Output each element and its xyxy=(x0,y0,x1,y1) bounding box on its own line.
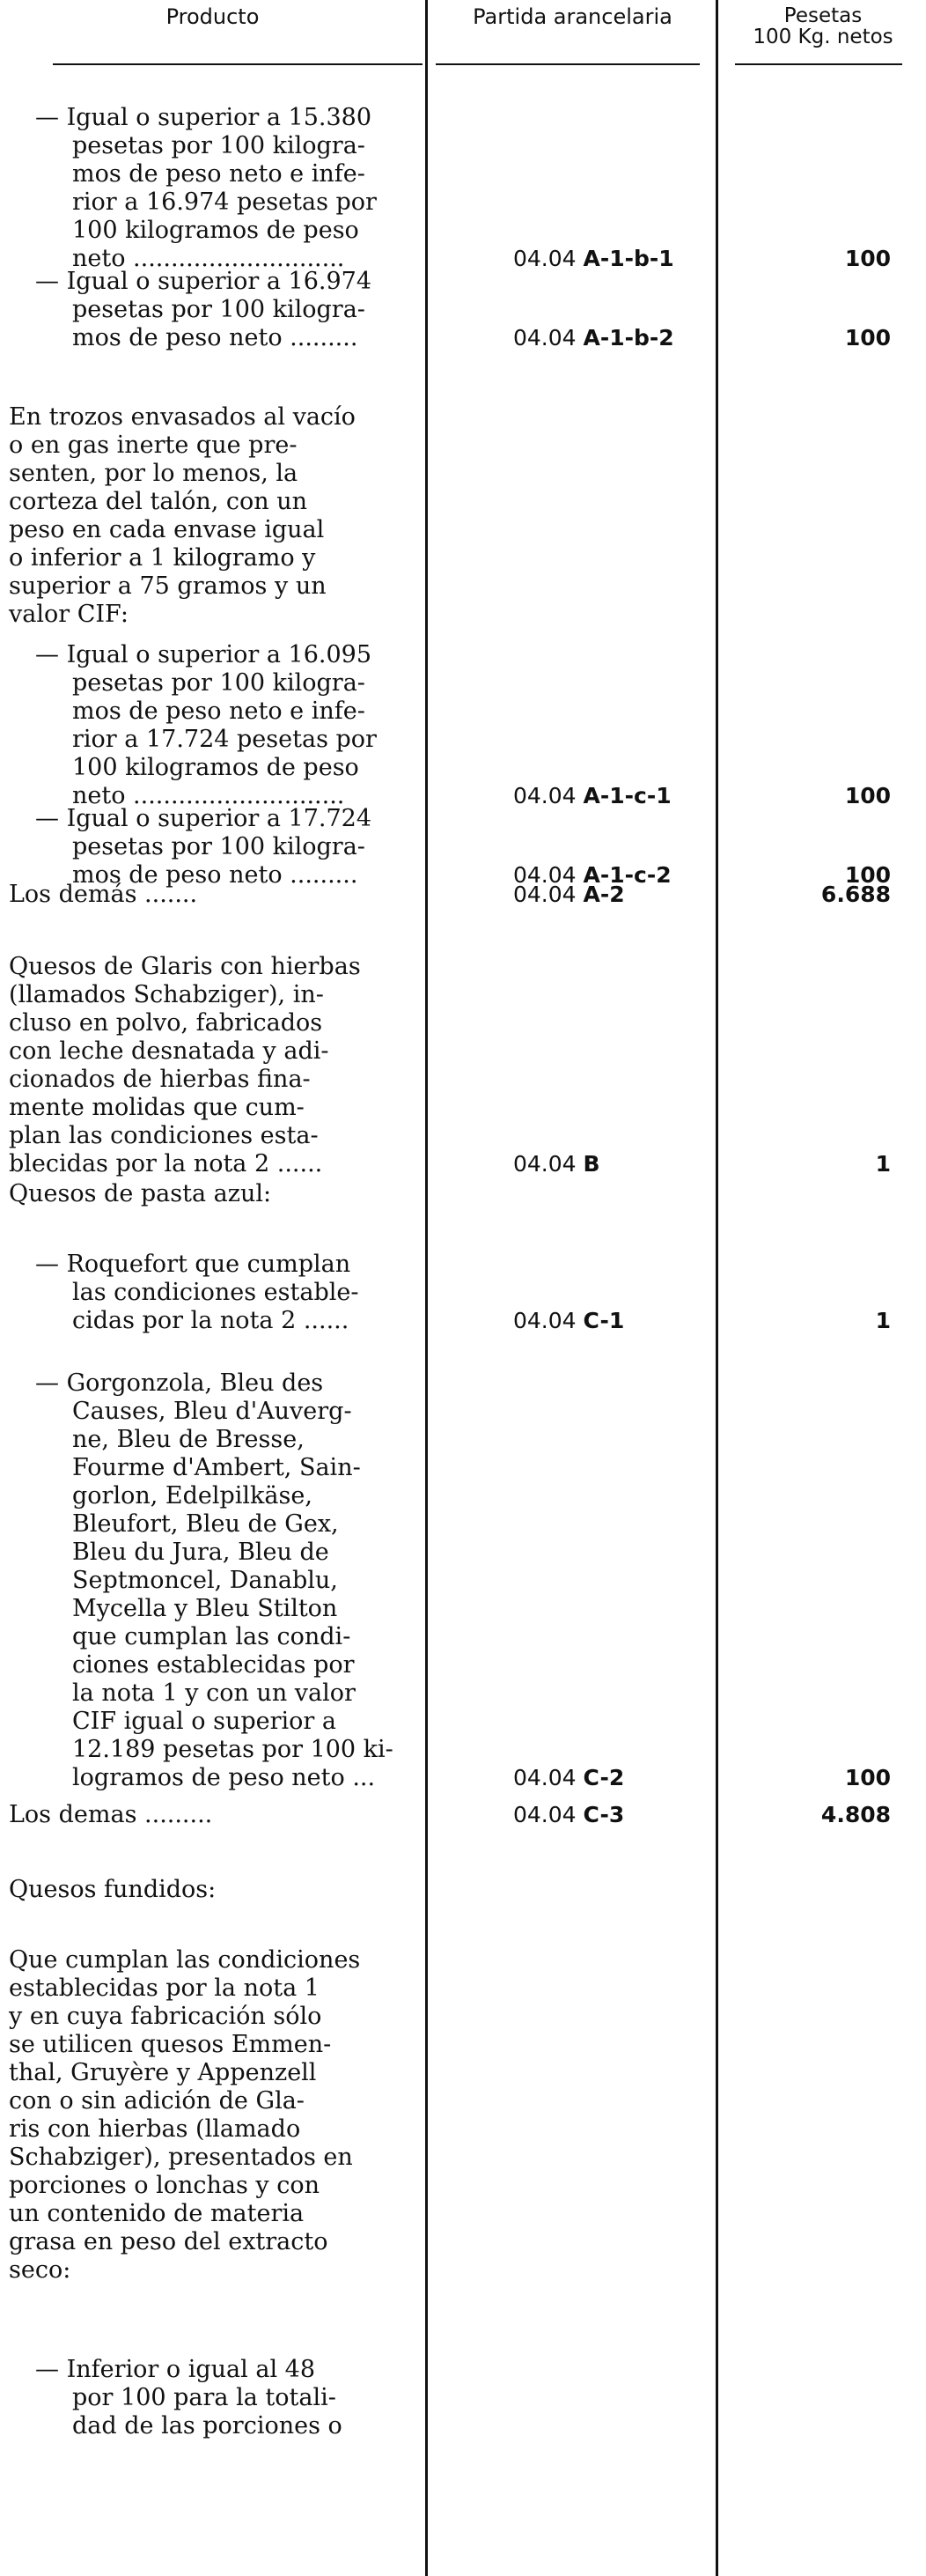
table-row-producto xyxy=(9,953,418,1178)
column-divider-right xyxy=(716,0,718,2576)
producto-line: senten, por lo menos, la xyxy=(9,460,298,487)
producto-line: grasa en peso del extracto xyxy=(9,2228,328,2255)
producto-line: ris con hierbas (llamado xyxy=(9,2115,301,2143)
table-row-producto xyxy=(35,104,423,273)
producto-line: pesetas por 100 kilogra- xyxy=(72,833,365,860)
producto-line: rior a 16.974 pesetas por xyxy=(72,188,377,216)
pesetas-cell: 1 xyxy=(875,1308,891,1333)
producto-line: pesetas por 100 kilogra- xyxy=(72,669,365,697)
partida-cell xyxy=(513,324,674,352)
producto-line: 100 kilogramos de peso xyxy=(72,754,359,781)
producto-line: Quesos fundidos: xyxy=(9,1876,217,1903)
table-row-producto xyxy=(35,268,423,352)
producto-line: mos de peso neto ......... xyxy=(72,324,358,351)
table-row-producto xyxy=(9,1946,418,2284)
producto-line: mos de peso neto ......... xyxy=(72,861,358,889)
pesetas-cell: 100 xyxy=(844,1765,891,1790)
producto-line: peso en cada envase igual xyxy=(9,516,325,543)
pesetas-cell: 100 xyxy=(844,862,891,888)
producto-line: pesetas por 100 kilogra- xyxy=(72,132,365,159)
pesetas-cell: 100 xyxy=(844,783,891,808)
producto-line: se utilicen quesos Emmen- xyxy=(9,2031,332,2058)
producto-line: blecidas por la nota 2 ...... xyxy=(9,1150,323,1177)
table-row-producto xyxy=(35,1369,423,1792)
partida-subheading: A-2 xyxy=(583,882,625,907)
producto-line: valor CIF: xyxy=(9,601,129,628)
partida-code: 04.04 xyxy=(513,862,584,888)
partida-subheading: A-1-b-2 xyxy=(583,325,674,351)
producto-line: neto ............................ xyxy=(72,782,345,809)
producto-line: un contenido de materia xyxy=(9,2200,305,2227)
pesetas-cell: 6.688 xyxy=(820,882,891,907)
producto-line: gorlon, Edelpilkäse, xyxy=(72,1482,312,1509)
producto-line: plan las condiciones esta- xyxy=(9,1122,319,1149)
producto-line: — Igual o superior a 17.724 xyxy=(35,805,372,832)
producto-line: Quesos de pasta azul: xyxy=(9,1180,272,1207)
column-header-partida: Partida arancelaria xyxy=(473,4,672,29)
producto-line: (llamados Schabziger), in- xyxy=(9,981,324,1008)
table-row-producto xyxy=(9,1876,418,1904)
producto-line: Septmoncel, Danablu, xyxy=(72,1567,338,1594)
producto-line: rior a 17.724 pesetas por xyxy=(72,726,377,753)
table-row-producto xyxy=(9,881,418,909)
producto-line: Mycella y Bleu Stilton xyxy=(72,1595,338,1622)
producto-line: superior a 75 gramos y un xyxy=(9,572,327,600)
pesetas-cell: 100 xyxy=(844,325,891,351)
producto-line: ciones establecidas por xyxy=(72,1651,355,1679)
partida-subheading: C-1 xyxy=(583,1308,625,1333)
producto-line: dad de las porciones o xyxy=(72,2412,342,2439)
producto-line: Quesos de Glaris con hierbas xyxy=(9,953,361,980)
partida-cell xyxy=(513,782,672,810)
table-row-producto xyxy=(35,805,423,889)
partida-cell xyxy=(513,1764,624,1792)
producto-line: Bleufort, Bleu de Gex, xyxy=(72,1510,339,1538)
producto-line: las condiciones estable- xyxy=(72,1279,359,1306)
header-rule-partida xyxy=(436,63,700,65)
producto-line: establecidas por la nota 1 xyxy=(9,1974,320,2002)
partida-cell xyxy=(513,1150,600,1178)
column-header-pesetas-line2: 100 Kg. netos xyxy=(753,26,893,48)
producto-line: pesetas por 100 kilogra- xyxy=(72,296,365,323)
partida-cell xyxy=(513,1307,624,1335)
partida-subheading: A-1-c-2 xyxy=(583,862,672,888)
producto-line: — Igual o superior a 15.380 xyxy=(35,104,372,131)
producto-line: o inferior a 1 kilogramo y xyxy=(9,544,316,572)
producto-line: Causes, Bleu d'Auverg- xyxy=(72,1398,352,1425)
producto-line: — Gorgonzola, Bleu des xyxy=(35,1369,324,1397)
partida-cell xyxy=(513,881,625,909)
partida-code: 04.04 xyxy=(513,1802,584,1827)
partida-cell xyxy=(513,245,674,273)
producto-line: neto ............................ xyxy=(72,245,345,272)
partida-subheading: A-1-c-1 xyxy=(583,783,672,808)
producto-line: Los demás ....... xyxy=(9,881,198,908)
producto-line: porciones o lonchas y con xyxy=(9,2172,320,2199)
column-divider-left xyxy=(425,0,428,2576)
partida-code: 04.04 xyxy=(513,882,584,907)
column-header-producto: Producto xyxy=(165,4,260,29)
producto-line: Bleu du Jura, Bleu de xyxy=(72,1539,329,1566)
header-rule-pesetas xyxy=(735,63,902,65)
producto-line: Los demas ......... xyxy=(9,1801,213,1828)
table-row-producto xyxy=(9,1801,418,1829)
producto-line: cidas por la nota 2 ...... xyxy=(72,1307,349,1334)
producto-line: thal, Gruyère y Appenzell xyxy=(9,2059,317,2086)
partida-code: 04.04 xyxy=(513,246,584,271)
producto-line: que cumplan las condi- xyxy=(72,1623,351,1650)
producto-line: — Inferior o igual al 48 xyxy=(35,2356,316,2383)
producto-line: mos de peso neto e infe- xyxy=(72,698,365,725)
partida-code: 04.04 xyxy=(513,325,584,351)
table-row-producto xyxy=(9,403,418,629)
producto-line: 100 kilogramos de peso xyxy=(72,217,359,244)
partida-code: 04.04 xyxy=(513,1765,584,1790)
producto-line: ne, Bleu de Bresse, xyxy=(72,1426,305,1453)
producto-line: — Roquefort que cumplan xyxy=(35,1251,351,1278)
partida-subheading: A-1-b-1 xyxy=(583,246,674,271)
producto-line: o en gas inerte que pre- xyxy=(9,432,298,459)
table-row-producto xyxy=(35,641,423,810)
partida-subheading: C-3 xyxy=(583,1802,625,1827)
table-row-producto xyxy=(35,2356,423,2440)
producto-line: con o sin adición de Gla- xyxy=(9,2087,305,2115)
producto-line: Schabziger), presentados en xyxy=(9,2144,353,2171)
producto-line: Que cumplan las condiciones xyxy=(9,1946,361,1974)
column-header-pesetas xyxy=(720,5,926,48)
partida-code: 04.04 xyxy=(513,783,584,808)
producto-line: mente molidas que cum- xyxy=(9,1094,305,1121)
pesetas-cell: 4.808 xyxy=(820,1802,891,1827)
column-header-pesetas-line1: Pesetas xyxy=(783,4,863,27)
producto-line: corteza del talón, con un xyxy=(9,488,308,515)
partida-subheading: B xyxy=(583,1151,600,1177)
producto-line: Fourme d'Ambert, Sain- xyxy=(72,1454,361,1481)
producto-line: la nota 1 y con un valor xyxy=(72,1679,356,1707)
pesetas-cell: 1 xyxy=(875,1151,891,1177)
partida-subheading: C-2 xyxy=(583,1765,625,1790)
producto-line: CIF igual o superior a xyxy=(72,1708,336,1735)
producto-line: y en cuya fabricación sólo xyxy=(9,2003,322,2030)
partida-code: 04.04 xyxy=(513,1308,584,1333)
table-row-producto xyxy=(9,1180,418,1208)
header-rule-producto xyxy=(53,63,423,65)
producto-line: por 100 para la totali- xyxy=(72,2384,336,2411)
producto-line: — Igual o superior a 16.974 xyxy=(35,268,372,295)
producto-line: con leche desnatada y adi- xyxy=(9,1037,329,1065)
partida-code: 04.04 xyxy=(513,1151,584,1177)
producto-line: mos de peso neto e infe- xyxy=(72,160,365,188)
producto-line: cluso en polvo, fabricados xyxy=(9,1009,323,1037)
partida-cell xyxy=(513,1801,624,1829)
producto-line: cionados de hierbas fina- xyxy=(9,1066,311,1093)
producto-line: logramos de peso neto ... xyxy=(72,1764,376,1791)
producto-line: 12.189 pesetas por 100 ki- xyxy=(72,1736,393,1763)
producto-line: En trozos envasados al vacío xyxy=(9,403,356,431)
producto-line: seco: xyxy=(9,2256,71,2284)
table-row-producto xyxy=(35,1251,423,1335)
producto-line: — Igual o superior a 16.095 xyxy=(35,641,372,668)
pesetas-cell: 100 xyxy=(844,246,891,271)
